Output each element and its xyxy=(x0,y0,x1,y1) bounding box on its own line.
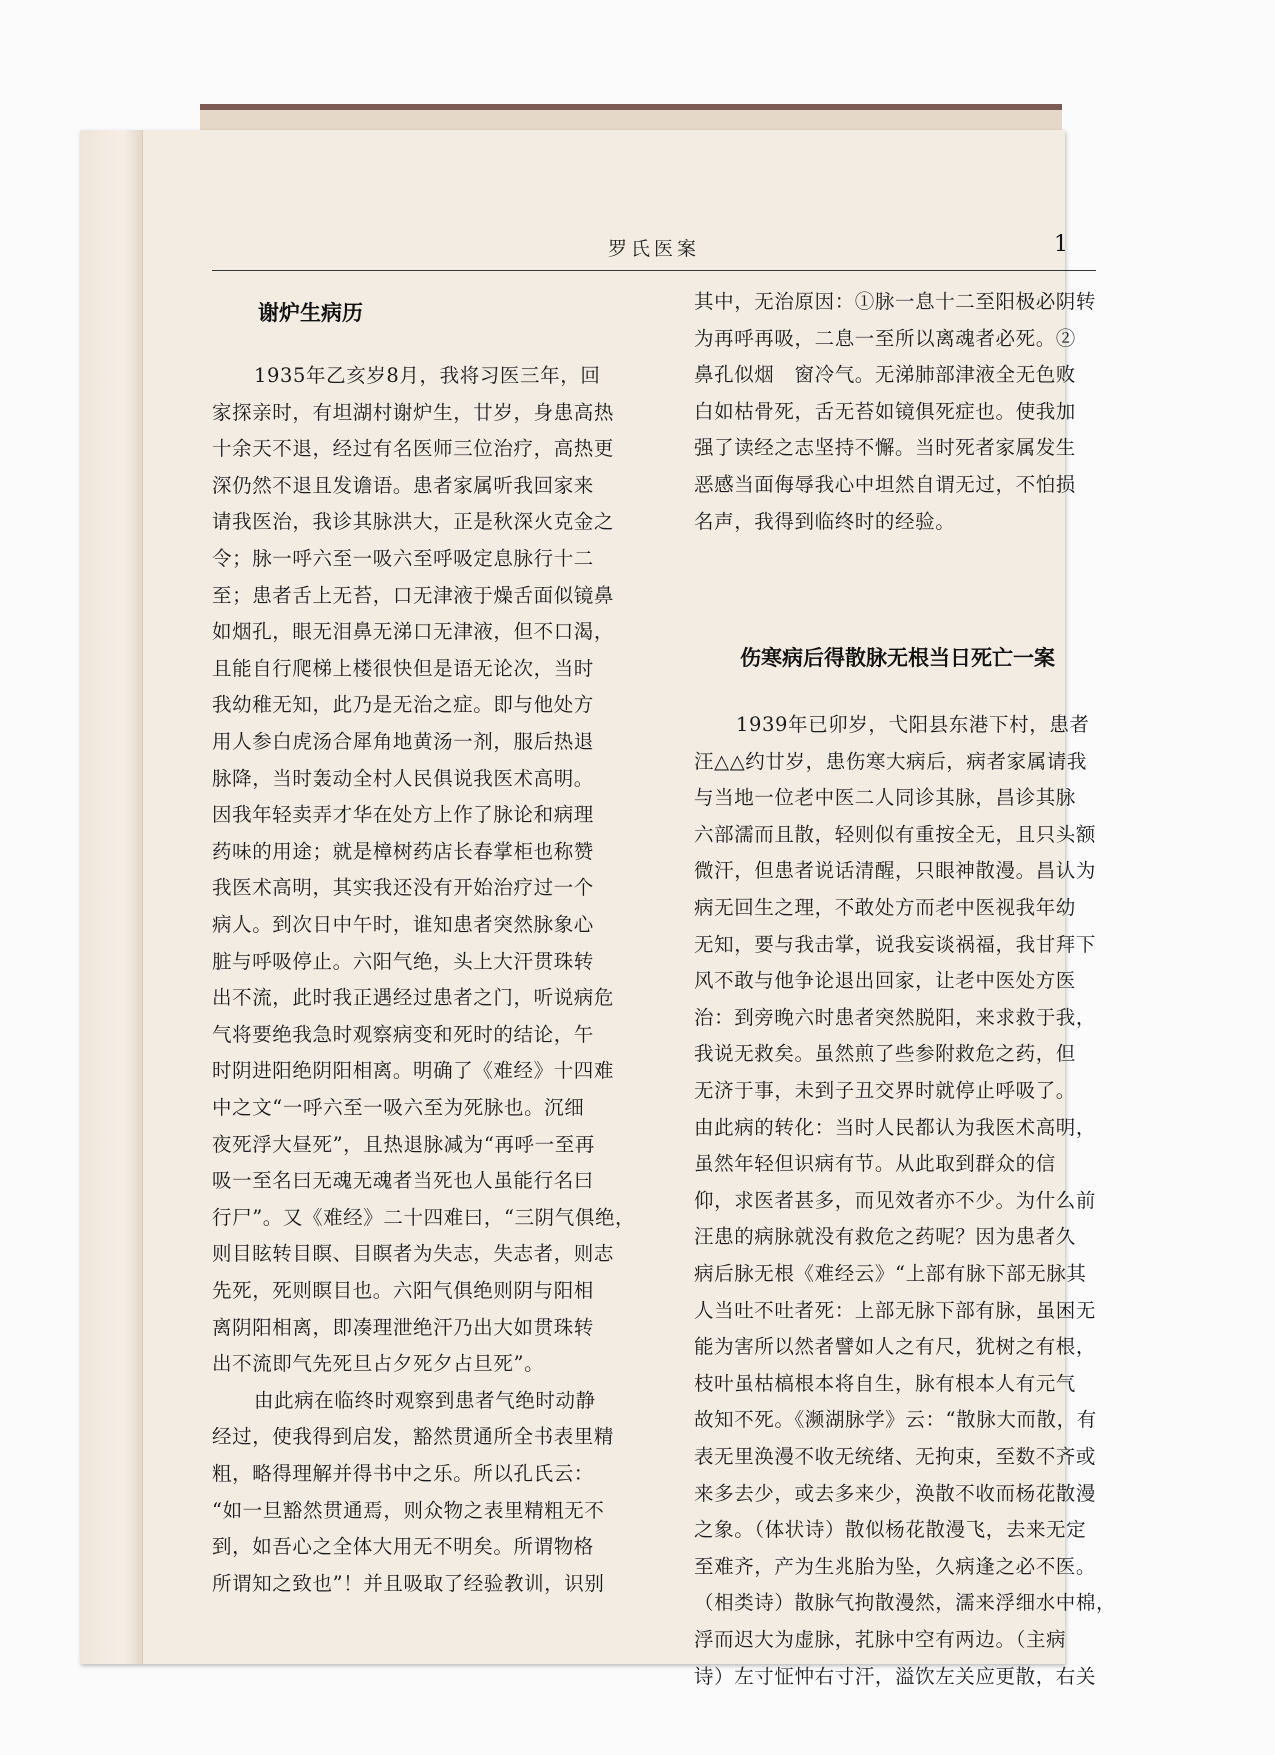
text-line: （相类诗）散脉气拘散漫然，濡来浮细水中棉， xyxy=(694,1591,1117,1615)
text-line: 白如枯骨死，舌无苔如镜俱死症也。使我加 xyxy=(694,399,1076,423)
section-heading: 伤寒病后得散脉无根当日死亡一案 xyxy=(740,646,1055,670)
text-line: 药味的用途；就是樟树药店长春掌柜也称赞 xyxy=(212,839,594,863)
text-line: 病人。到次日中午时，谁知患者突然脉象心 xyxy=(212,913,594,936)
text-line: 1935年乙亥岁8月，我将习医三年，回 xyxy=(254,364,601,387)
text-line: 离阴阳相离，即凑理泄绝汗乃出大如贯珠转 xyxy=(212,1315,594,1339)
text-line: 时阴进阳绝阴阳相离。明确了《难经》十四难 xyxy=(212,1059,615,1083)
text-line: 到，如吾心之全体大用无不明矣。所谓物格 xyxy=(212,1535,594,1559)
text-line: 脏与呼吸停止。六阳气绝，头上大汗贯珠转 xyxy=(212,949,594,973)
text-line: 先死，死则瞑目也。六阳气俱绝则阴与阳相 xyxy=(212,1279,594,1302)
text-line: 名声，我得到临终时的经验。 xyxy=(694,509,956,533)
text-line: “如一旦豁然贯通焉，则众物之表里精粗无不 xyxy=(212,1498,605,1522)
text-line: 无济于事，未到子丑交界时就停止呼吸了。 xyxy=(694,1079,1076,1102)
text-line: 诗）左寸怔忡右寸汗，溢饮左关应更散，右关 xyxy=(694,1664,1097,1688)
text-line: 表无里涣漫不收无统绪、无拘束，至数不齐或 xyxy=(694,1445,1097,1468)
text-line: 与当地一位老中医二人同诊其脉，昌诊其脉 xyxy=(694,786,1076,810)
text-line: 经过，使我得到启发，豁然贯通所全书表里精 xyxy=(212,1425,615,1449)
text-line: 汪患的病脉就没有救危之药呢？因为患者久 xyxy=(694,1225,1076,1249)
text-line: 风不敢与他争论退出回家，让老中医处方医 xyxy=(694,969,1076,993)
text-line: 恶感当面侮辱我心中坦然自谓无过，不怕损 xyxy=(694,473,1076,496)
text-line: 我幼稚无知，此乃是无治之症。即与他处方 xyxy=(212,693,594,717)
text-line: 行尸”。又《难经》二十四难曰，“三阴气俱绝， xyxy=(212,1205,636,1229)
text-line: 由此病在临终时观察到患者气绝时动静 xyxy=(254,1388,596,1412)
text-line: 请我医治，我诊其脉洪大，正是秋深火克金之 xyxy=(212,510,615,534)
text-line: 之象。（体状诗）散似杨花散漫飞，去来无定 xyxy=(694,1518,1087,1542)
text-line: 鼻孔似烟 窗冷气。无涕肺部津液全无色败 xyxy=(694,363,1076,387)
running-title: 罗氏医案 xyxy=(607,238,700,260)
text-line: 至；患者舌上无苔，口无津液于燥舌面似镜鼻 xyxy=(212,583,615,607)
text-line: 汪△△约廿岁，患伤寒大病后，病者家属请我 xyxy=(694,749,1087,773)
text-line: 无知，要与我击掌，说我妄谈祸福，我甘拜下 xyxy=(694,932,1097,956)
text-line: 故知不死。《濒湖脉学》云：“散脉大而散，有 xyxy=(694,1408,1097,1432)
text-line: 虽然年轻但识病有节。从此取到群众的信 xyxy=(694,1152,1056,1176)
text-line: 至难齐，产为生兆胎为坠，久病逢之必不医。 xyxy=(694,1554,1097,1578)
text-line: 微汗，但患者说话清醒，只眼神散漫。昌认为 xyxy=(694,859,1097,883)
text-line: 中之文“一呼六至一吸六至为死脉也。沉细 xyxy=(212,1096,585,1119)
text-line: 仰，求医者甚多，而见效者亦不少。为什么前 xyxy=(694,1188,1097,1212)
text-line: 用人参白虎汤合犀角地黄汤一剂，服后热退 xyxy=(212,730,594,753)
text-line: 粗，略得理解并得书中之乐。所以孔氏云： xyxy=(212,1462,594,1485)
text-line: 我说无救矣。虽然煎了些参附救危之药，但 xyxy=(694,1042,1076,1066)
text-line: 深仍然不退且发谵语。患者家属听我回家来 xyxy=(212,473,594,497)
text-line: 治：到旁晚六时患者突然脱阳，来求救于我， xyxy=(694,1005,1097,1029)
text-line: 能为害所以然者譬如人之有尺，犹树之有根， xyxy=(694,1335,1097,1359)
text-line: 六部濡而且散，轻则似有重按全无，且只头额 xyxy=(694,822,1097,846)
page-content xyxy=(212,285,1132,1688)
text-line: 强了读经之志坚持不懈。当时死者家属发生 xyxy=(694,436,1076,460)
text-line: 出不流，此时我正遇经过患者之门，听说病危 xyxy=(212,986,615,1010)
text-line: 浮而迟大为虚脉，芤脉中空有两边。（主病 xyxy=(694,1628,1067,1651)
text-line: 所谓知之致也”！并且吸取了经验教训，识别 xyxy=(212,1571,605,1595)
text-line: 十余天不退，经过有名医师三位治疗，高热更 xyxy=(212,437,615,461)
text-line: 来多去少，或去多来少，涣散不收而杨花散漫 xyxy=(694,1481,1097,1505)
running-header xyxy=(212,230,1096,271)
text-line: 则目眩转目瞑、目瞑者为失志，失志者，则志 xyxy=(212,1242,615,1266)
text-line: 其中，无治原因：①脉一息十二至阳极必阴转 xyxy=(694,290,1097,313)
text-line: 家探亲时，有坦湖村谢炉生，廿岁，身患高热 xyxy=(212,400,615,424)
text-line: 1939年已卯岁，弋阳县东港下村，患者 xyxy=(736,713,1090,736)
text-line: 气将要绝我急时观察病变和死时的结论，午 xyxy=(212,1022,594,1046)
text-line: 为再呼再吸，二息一至所以离魂者必死。② xyxy=(694,326,1076,350)
text-line: 脉降，当时轰动全村人民俱说我医术高明。 xyxy=(212,766,594,790)
text-line: 我医术高明，其实我还没有开始治疗过一个 xyxy=(212,876,594,900)
text-line: 且能自行爬梯上楼很快但是语无论次，当时 xyxy=(212,656,594,680)
text-line: 人当吐不吐者死：上部无脉下部有脉，虽困无 xyxy=(694,1298,1097,1322)
text-line: 夜死浮大昼死”，且热退脉减为“再呼一至再 xyxy=(212,1132,595,1156)
page-number: 1 xyxy=(1054,232,1068,257)
page-binding xyxy=(80,130,143,1664)
text-line: 因我年轻卖弄才华在处方上作了脉论和病理 xyxy=(212,803,594,827)
text-line: 病无回生之理，不敢处方而老中医视我年幼 xyxy=(694,896,1076,919)
text-line: 由此病的转化：当时人民都认为我医术高明， xyxy=(694,1115,1097,1139)
text-line: 如烟孔，眼无泪鼻无涕口无津液，但不口渴， xyxy=(212,620,615,644)
text-line: 病后脉无根《难经云》“上部有脉下部无脉其 xyxy=(694,1262,1087,1285)
text-line: 枝叶虽枯槁根本将自生，脉有根本人有元气 xyxy=(694,1371,1076,1395)
book-page xyxy=(80,130,1117,1688)
section-heading: 谢炉生病历 xyxy=(258,301,363,325)
text-line: 令；脉一呼六至一吸六至呼吸定息脉行十二 xyxy=(212,547,594,570)
text-line: 出不流即气先死旦占夕死夕占旦死”。 xyxy=(212,1352,545,1376)
text-line: 吸一至名曰无魂无魂者当死也人虽能行名曰 xyxy=(212,1169,594,1193)
